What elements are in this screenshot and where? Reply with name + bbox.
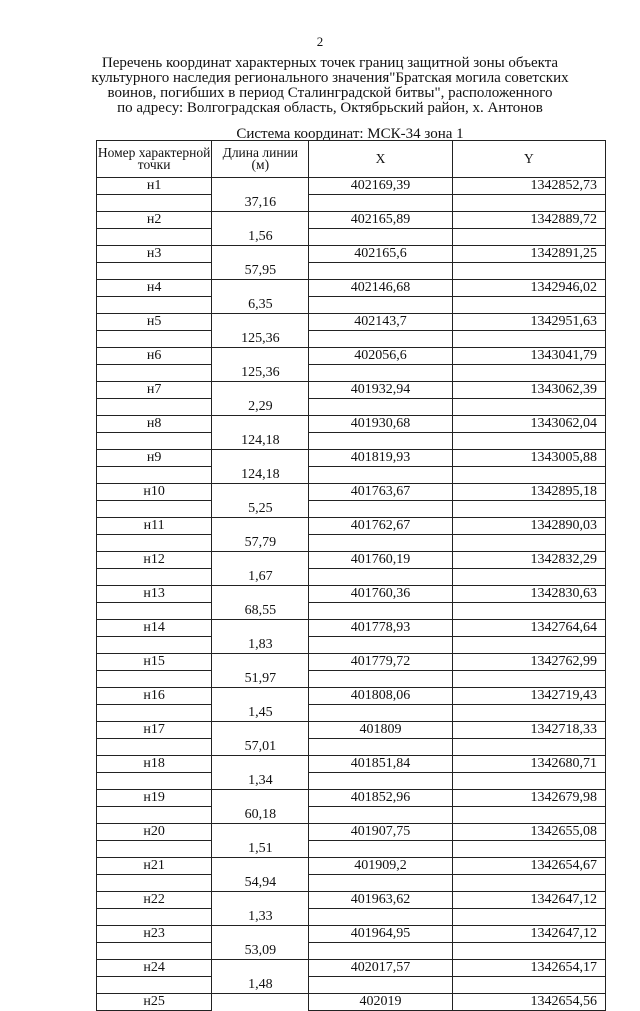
table-row [97,960,606,977]
point-number-empty [97,229,212,246]
x-empty [309,433,452,450]
title-line: по адресу: Волгоградская область, Октябрьский район, х. Антонов [117,100,543,116]
y-empty [452,433,605,450]
header-line-length: Длина линии (м) [212,141,309,178]
point-number: н18 [97,756,212,773]
table-row [97,926,606,943]
table-row [97,280,606,297]
y-coordinate: 1342647,12 [452,892,605,909]
length-cell-empty [212,280,309,297]
line-length: 68,55 [212,603,309,620]
point-number-empty [97,331,212,348]
length-cell-empty [212,450,309,467]
line-length: 5,25 [212,501,309,518]
y-empty [452,603,605,620]
x-coordinate: 401851,84 [309,756,452,773]
title-line: воинов, погибших в период Сталинградской битвы", расположенного [107,85,553,101]
point-number-empty [97,705,212,722]
x-empty [309,807,452,824]
x-coordinate: 401819,93 [309,450,452,467]
length-cell-empty [212,178,309,195]
point-number-empty [97,977,212,994]
y-coordinate: 1342764,64 [452,620,605,637]
point-number-empty [97,569,212,586]
title-line: культурного наследия регионального значения"Братская могила советских [91,70,569,86]
line-length: 6,35 [212,297,309,314]
y-empty [452,841,605,858]
point-number-empty [97,433,212,450]
point-number: н6 [97,348,212,365]
x-coordinate: 402146,68 [309,280,452,297]
y-coordinate: 1343062,39 [452,382,605,399]
length-cell-empty [212,552,309,569]
line-length: 57,79 [212,535,309,552]
length-row [97,569,606,586]
point-number-empty [97,263,212,280]
y-empty [452,807,605,824]
table-row [97,552,606,569]
table-row [97,450,606,467]
x-empty [309,977,452,994]
point-number-empty [97,909,212,926]
x-empty [309,773,452,790]
header-y: Y [452,141,605,178]
point-number: н7 [97,382,212,399]
line-length: 124,18 [212,433,309,450]
point-number: н25 [97,994,212,1011]
table-row [97,416,606,433]
point-number: н19 [97,790,212,807]
length-row [97,535,606,552]
table-row [97,348,606,365]
y-coordinate: 1342832,29 [452,552,605,569]
table-body [97,178,606,1011]
x-empty [309,875,452,892]
y-empty [452,297,605,314]
y-coordinate: 1342890,03 [452,518,605,535]
point-number: н21 [97,858,212,875]
length-row [97,467,606,484]
y-empty [452,331,605,348]
point-number: н3 [97,246,212,263]
y-empty [452,467,605,484]
y-empty [452,399,605,416]
table-row [97,892,606,909]
length-row [97,875,606,892]
length-row [97,773,606,790]
y-empty [452,943,605,960]
length-cell-empty [212,654,309,671]
line-length: 51,97 [212,671,309,688]
length-cell-empty [212,960,309,977]
x-empty [309,195,452,212]
x-empty [309,569,452,586]
point-number: н1 [97,178,212,195]
line-length: 125,36 [212,365,309,382]
y-coordinate: 1342891,25 [452,246,605,263]
length-cell-empty [212,212,309,229]
y-empty [452,535,605,552]
y-coordinate: 1342654,17 [452,960,605,977]
line-length: 57,01 [212,739,309,756]
point-number-empty [97,807,212,824]
table-row [97,246,606,263]
length-cell-empty [212,892,309,909]
x-empty [309,501,452,518]
y-coordinate: 1342889,72 [452,212,605,229]
x-coordinate: 402165,89 [309,212,452,229]
x-empty [309,841,452,858]
point-number: н12 [97,552,212,569]
line-length: 54,94 [212,875,309,892]
y-empty [452,671,605,688]
x-coordinate: 402019 [309,994,452,1011]
point-number-empty [97,501,212,518]
point-number: н16 [97,688,212,705]
line-length: 1,67 [212,569,309,586]
y-empty [452,365,605,382]
length-cell-empty [212,586,309,603]
point-number-empty [97,535,212,552]
y-empty [452,977,605,994]
point-number-empty [97,773,212,790]
x-coordinate: 401909,2 [309,858,452,875]
table-header-row [97,141,606,178]
length-cell-empty [212,688,309,705]
length-row [97,807,606,824]
length-row [97,671,606,688]
coordinates-table [96,140,606,1011]
length-row [97,739,606,756]
length-cell-empty [212,314,309,331]
line-length: 1,51 [212,841,309,858]
point-number: н24 [97,960,212,977]
x-coordinate: 401760,36 [309,586,452,603]
table-row [97,790,606,807]
table-row [97,994,606,1011]
length-row [97,603,606,620]
point-number-empty [97,467,212,484]
point-number-empty [97,637,212,654]
header-point-number: Номер характерной точки [97,141,212,178]
y-empty [452,229,605,246]
length-cell-empty [212,722,309,739]
point-number-empty [97,943,212,960]
table-row [97,314,606,331]
x-coordinate: 401763,67 [309,484,452,501]
y-coordinate: 1342679,98 [452,790,605,807]
length-cell-empty [212,620,309,637]
line-length: 124,18 [212,467,309,484]
point-number-empty [97,875,212,892]
point-number: н9 [97,450,212,467]
x-empty [309,263,452,280]
line-length: 60,18 [212,807,309,824]
line-length: 2,29 [212,399,309,416]
length-row [97,705,606,722]
x-coordinate: 401852,96 [309,790,452,807]
x-empty [309,705,452,722]
header-x: X [309,141,452,178]
length-row [97,637,606,654]
length-cell-empty [212,756,309,773]
line-length: 1,45 [212,705,309,722]
x-coordinate: 401930,68 [309,416,452,433]
x-coordinate: 401762,67 [309,518,452,535]
x-empty [309,297,452,314]
x-coordinate: 401964,95 [309,926,452,943]
y-coordinate: 1342946,02 [452,280,605,297]
length-row [97,399,606,416]
y-coordinate: 1342647,12 [452,926,605,943]
point-number: н2 [97,212,212,229]
table-row [97,620,606,637]
length-cell-empty [212,790,309,807]
page-number: 2 [316,34,324,49]
length-row [97,501,606,518]
length-cell-empty [212,348,309,365]
point-number: н15 [97,654,212,671]
point-number-empty [97,297,212,314]
length-cell-empty [212,926,309,943]
length-row [97,297,606,314]
y-coordinate: 1342852,73 [452,178,605,195]
y-coordinate: 1342654,56 [452,994,605,1011]
x-empty [309,399,452,416]
y-coordinate: 1342951,63 [452,314,605,331]
document-title [90,56,570,116]
line-length: 1,33 [212,909,309,926]
point-number: н23 [97,926,212,943]
point-number: н8 [97,416,212,433]
length-row [97,909,606,926]
y-empty [452,773,605,790]
title-line: Перечень координат характерных точек границ защитной зоны объекта [101,55,559,71]
table-row [97,722,606,739]
point-number: н10 [97,484,212,501]
y-empty [452,705,605,722]
x-empty [309,671,452,688]
x-coordinate: 402165,6 [309,246,452,263]
line-length: 1,56 [212,229,309,246]
x-coordinate: 401907,75 [309,824,452,841]
length-row [97,331,606,348]
y-coordinate: 1342654,67 [452,858,605,875]
length-row [97,195,606,212]
length-cell-empty [212,416,309,433]
x-empty [309,467,452,484]
table-row [97,586,606,603]
x-empty [309,331,452,348]
x-coordinate: 401760,19 [309,552,452,569]
y-coordinate: 1342762,99 [452,654,605,671]
x-empty [309,739,452,756]
x-coordinate: 401809 [309,722,452,739]
table-row [97,178,606,195]
length-row [97,841,606,858]
table-row [97,518,606,535]
point-number: н14 [97,620,212,637]
length-row [97,229,606,246]
coordinate-system-label: Система координат: МСК-34 зона 1 [236,126,464,142]
y-coordinate: 1343041,79 [452,348,605,365]
line-length: 37,16 [212,195,309,212]
length-cell-empty [212,858,309,875]
x-coordinate: 402143,7 [309,314,452,331]
y-coordinate: 1342655,08 [452,824,605,841]
table-row [97,382,606,399]
y-empty [452,875,605,892]
point-number: н11 [97,518,212,535]
x-empty [309,365,452,382]
table-row [97,654,606,671]
point-number-empty [97,399,212,416]
x-empty [309,229,452,246]
x-coordinate: 402169,39 [309,178,452,195]
x-coordinate: 401932,94 [309,382,452,399]
length-cell-empty [212,484,309,501]
length-cell-empty [212,382,309,399]
line-length: 57,95 [212,263,309,280]
point-number-empty [97,739,212,756]
y-empty [452,637,605,654]
x-empty [309,535,452,552]
x-coordinate: 402017,57 [309,960,452,977]
y-coordinate: 1343062,04 [452,416,605,433]
y-coordinate: 1342719,43 [452,688,605,705]
point-number-empty [97,841,212,858]
table-row [97,824,606,841]
x-coordinate: 401779,72 [309,654,452,671]
point-number: н5 [97,314,212,331]
y-coordinate: 1342718,33 [452,722,605,739]
point-number: н17 [97,722,212,739]
point-number-empty [97,365,212,382]
point-number-empty [97,603,212,620]
length-row [97,977,606,994]
length-cell-empty [212,994,309,1011]
x-coordinate: 401778,93 [309,620,452,637]
point-number-empty [97,195,212,212]
y-empty [452,501,605,518]
length-row [97,943,606,960]
length-row [97,433,606,450]
table-row [97,212,606,229]
table-row [97,484,606,501]
y-empty [452,569,605,586]
y-empty [452,263,605,280]
y-empty [452,195,605,212]
line-length: 1,48 [212,977,309,994]
y-coordinate: 1343005,88 [452,450,605,467]
table-row [97,688,606,705]
point-number-empty [97,671,212,688]
y-coordinate: 1342680,71 [452,756,605,773]
y-empty [452,739,605,756]
x-empty [309,943,452,960]
length-cell-empty [212,824,309,841]
x-empty [309,603,452,620]
point-number: н22 [97,892,212,909]
y-coordinate: 1342830,63 [452,586,605,603]
length-row [97,365,606,382]
x-coordinate: 401963,62 [309,892,452,909]
table-row [97,858,606,875]
x-coordinate: 401808,06 [309,688,452,705]
x-empty [309,909,452,926]
length-row [97,263,606,280]
y-empty [452,909,605,926]
table-row [97,756,606,773]
x-empty [309,637,452,654]
point-number: н20 [97,824,212,841]
x-coordinate: 402056,6 [309,348,452,365]
line-length: 53,09 [212,943,309,960]
length-cell-empty [212,518,309,535]
line-length: 1,83 [212,637,309,654]
length-cell-empty [212,246,309,263]
y-coordinate: 1342895,18 [452,484,605,501]
point-number: н13 [97,586,212,603]
line-length: 125,36 [212,331,309,348]
line-length: 1,34 [212,773,309,790]
point-number: н4 [97,280,212,297]
